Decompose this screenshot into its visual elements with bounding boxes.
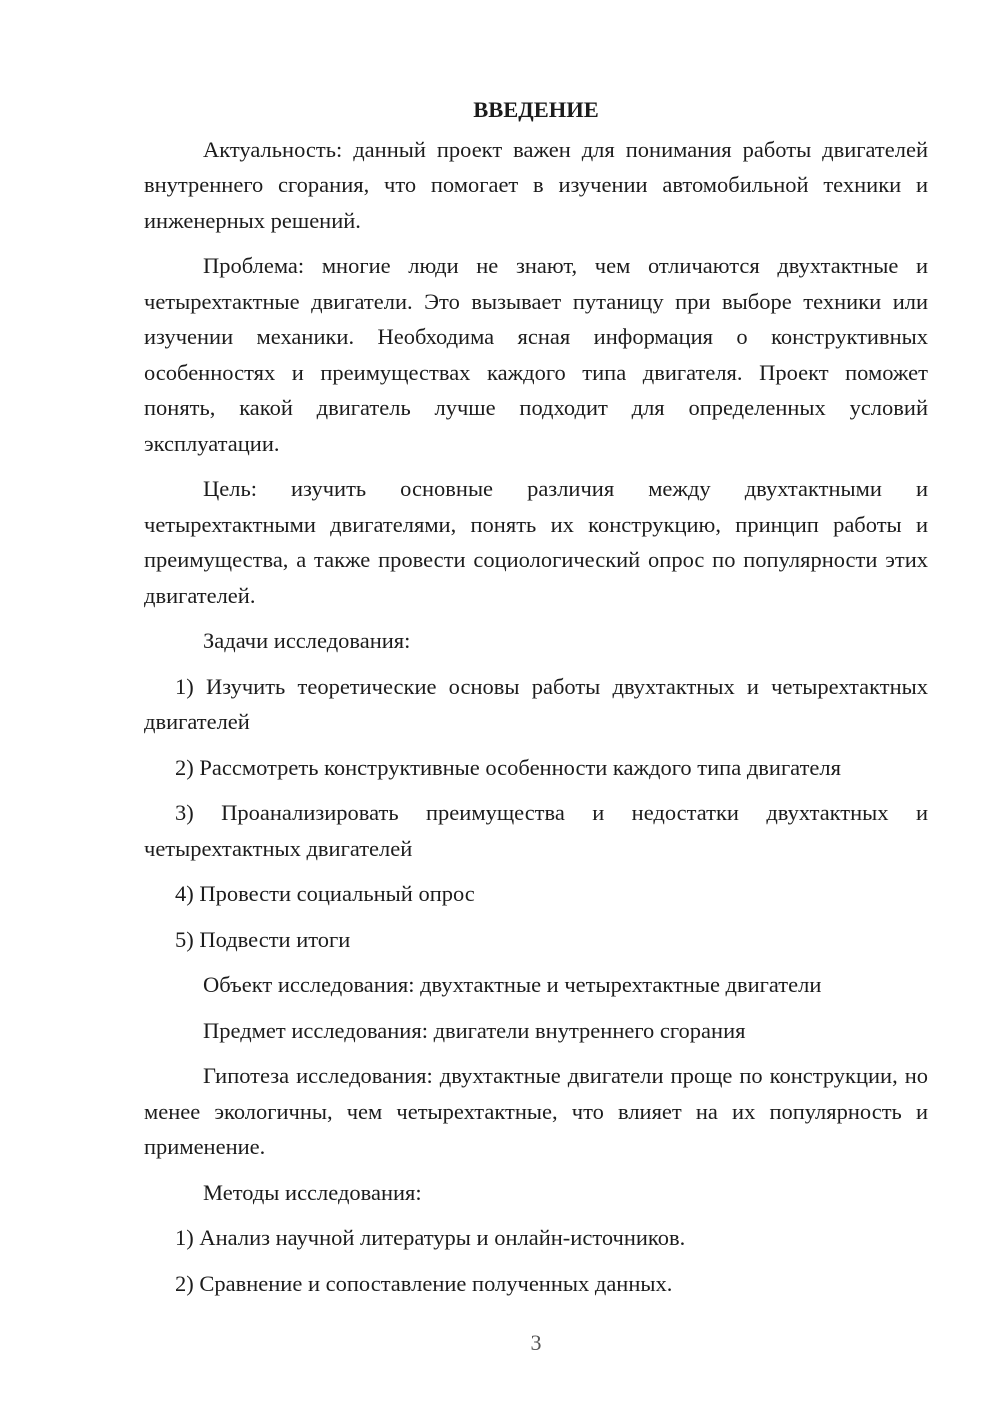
page-title: ВВЕДЕНИЕ bbox=[473, 97, 599, 122]
goal-paragraph: Цель: изучить основные различия между двухтактными и четырехтактными двигателями, понять их конструкцию, принцип работы и преимущества, а также провести социологический опрос по популярности этих двигателей. bbox=[144, 476, 928, 608]
task-item-4: 4) Провести социальный опрос bbox=[175, 881, 475, 906]
page-number: 3 bbox=[530, 1330, 542, 1355]
task-item-1: 1) Изучить теоретические основы работы двухтактных и четырехтактных двигателей bbox=[144, 673, 928, 734]
task-item-3: 3) Проанализировать преимущества и недостатки двухтактных и четырехтактных двигателей bbox=[144, 800, 928, 861]
tasks-heading: Задачи исследования: bbox=[203, 628, 411, 653]
method-item-2: 2) Сравнение и сопоставление полученных данных. bbox=[175, 1270, 673, 1296]
subject-paragraph: Предмет исследования: двигатели внутреннего сгорания bbox=[203, 1017, 746, 1043]
method-item-1: 1) Анализ научной литературы и онлайн-источников. bbox=[175, 1225, 686, 1250]
problem-paragraph: Проблема: многие люди не знают, чем отличаются двухтактные и четырехтактные двигатели. Это вызывает путаницу при выборе техники или изучении механики. Необходима ясная информация о конструктивных особенностях и преимуществах каждого типа двигателя. Проект поможет понять, какой двигатель лучше подходит для определенных условий эксплуатации. bbox=[144, 253, 928, 456]
hypothesis-paragraph: Гипотеза исследования: двухтактные двигатели проще по конструкции, но менее экологичны, чем четырехтактные, что влияет на их популярность и применение. bbox=[144, 1063, 928, 1159]
document-page bbox=[144, 92, 928, 1311]
task-item-5: 5) Подвести итоги bbox=[175, 926, 351, 952]
methods-heading: Методы исследования: bbox=[203, 1179, 422, 1205]
object-paragraph: Объект исследования: двухтактные и четырехтактные двигатели bbox=[203, 972, 822, 997]
task-item-2: 2) Рассмотреть конструктивные особенности каждого типа двигателя bbox=[175, 754, 841, 780]
relevance-paragraph: Актуальность: данный проект важен для понимания работы двигателей внутреннего сгорания, что помогает в изучении автомобильной техники и инженерных решений. bbox=[144, 136, 928, 233]
